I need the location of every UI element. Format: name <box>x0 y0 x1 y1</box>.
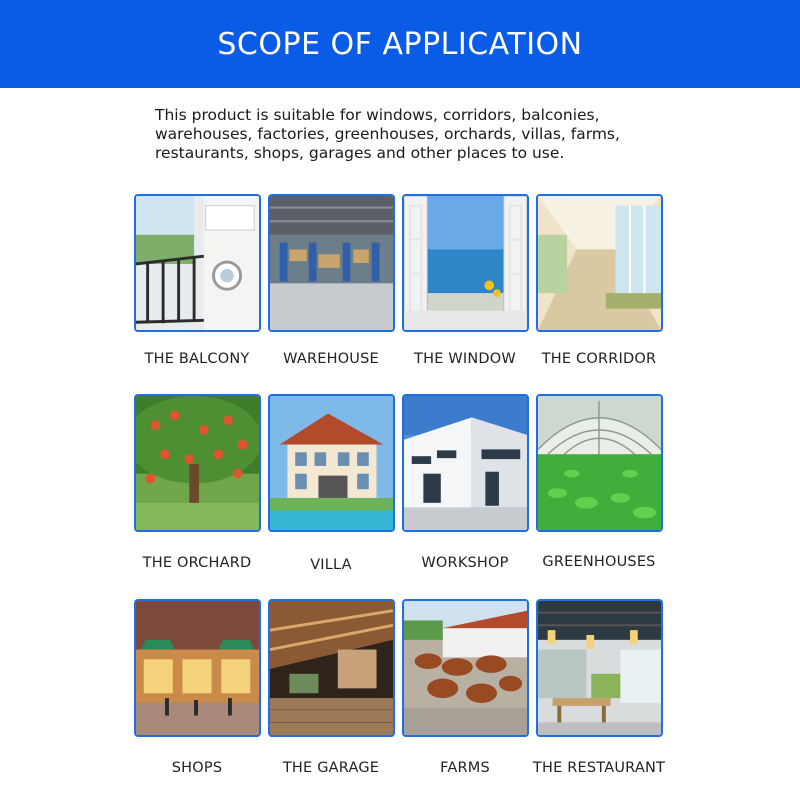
tile-label-garage: THE GARAGE <box>282 760 380 776</box>
tile-label-villa: VILLA <box>310 557 352 573</box>
tile-label-corridor: THE CORRIDOR <box>541 351 657 367</box>
farms-photo <box>402 599 529 737</box>
tile-label-balcony: THE BALCONY <box>144 351 250 367</box>
tile-label-farms: FARMS <box>440 760 490 776</box>
balcony-photo <box>134 194 261 332</box>
tile-label-orchard: THE ORCHARD <box>142 555 252 571</box>
intro-line: warehouses, factories, greenhouses, orchards, villas, farms, <box>155 125 620 143</box>
workshop-photo <box>402 394 529 532</box>
intro-text <box>155 106 675 163</box>
tile-label-greenhouses: GREENHOUSES <box>542 554 656 570</box>
tile-label-workshop: WORKSHOP <box>421 555 509 571</box>
restaurant-photo <box>536 599 663 737</box>
window-photo <box>402 194 529 332</box>
corridor-photo <box>536 194 663 332</box>
greenhouse-photo <box>536 394 663 532</box>
warehouse-photo <box>268 194 395 332</box>
tile-label-shops: SHOPS <box>171 760 223 776</box>
page-title: SCOPE OF APPLICATION <box>217 26 583 62</box>
intro-line: restaurants, shops, garages and other places to use. <box>155 144 565 162</box>
tile-label-restaurant: THE RESTAURANT <box>532 760 666 776</box>
header-banner <box>0 0 800 88</box>
villa-photo <box>268 394 395 532</box>
shops-photo <box>134 599 261 737</box>
garage-photo <box>268 599 395 737</box>
tile-label-window: THE WINDOW <box>414 351 516 367</box>
orchard-photo <box>134 394 261 532</box>
intro-line: This product is suitable for windows, corridors, balconies, <box>155 106 600 124</box>
tile-label-warehouse: WAREHOUSE <box>283 351 379 367</box>
